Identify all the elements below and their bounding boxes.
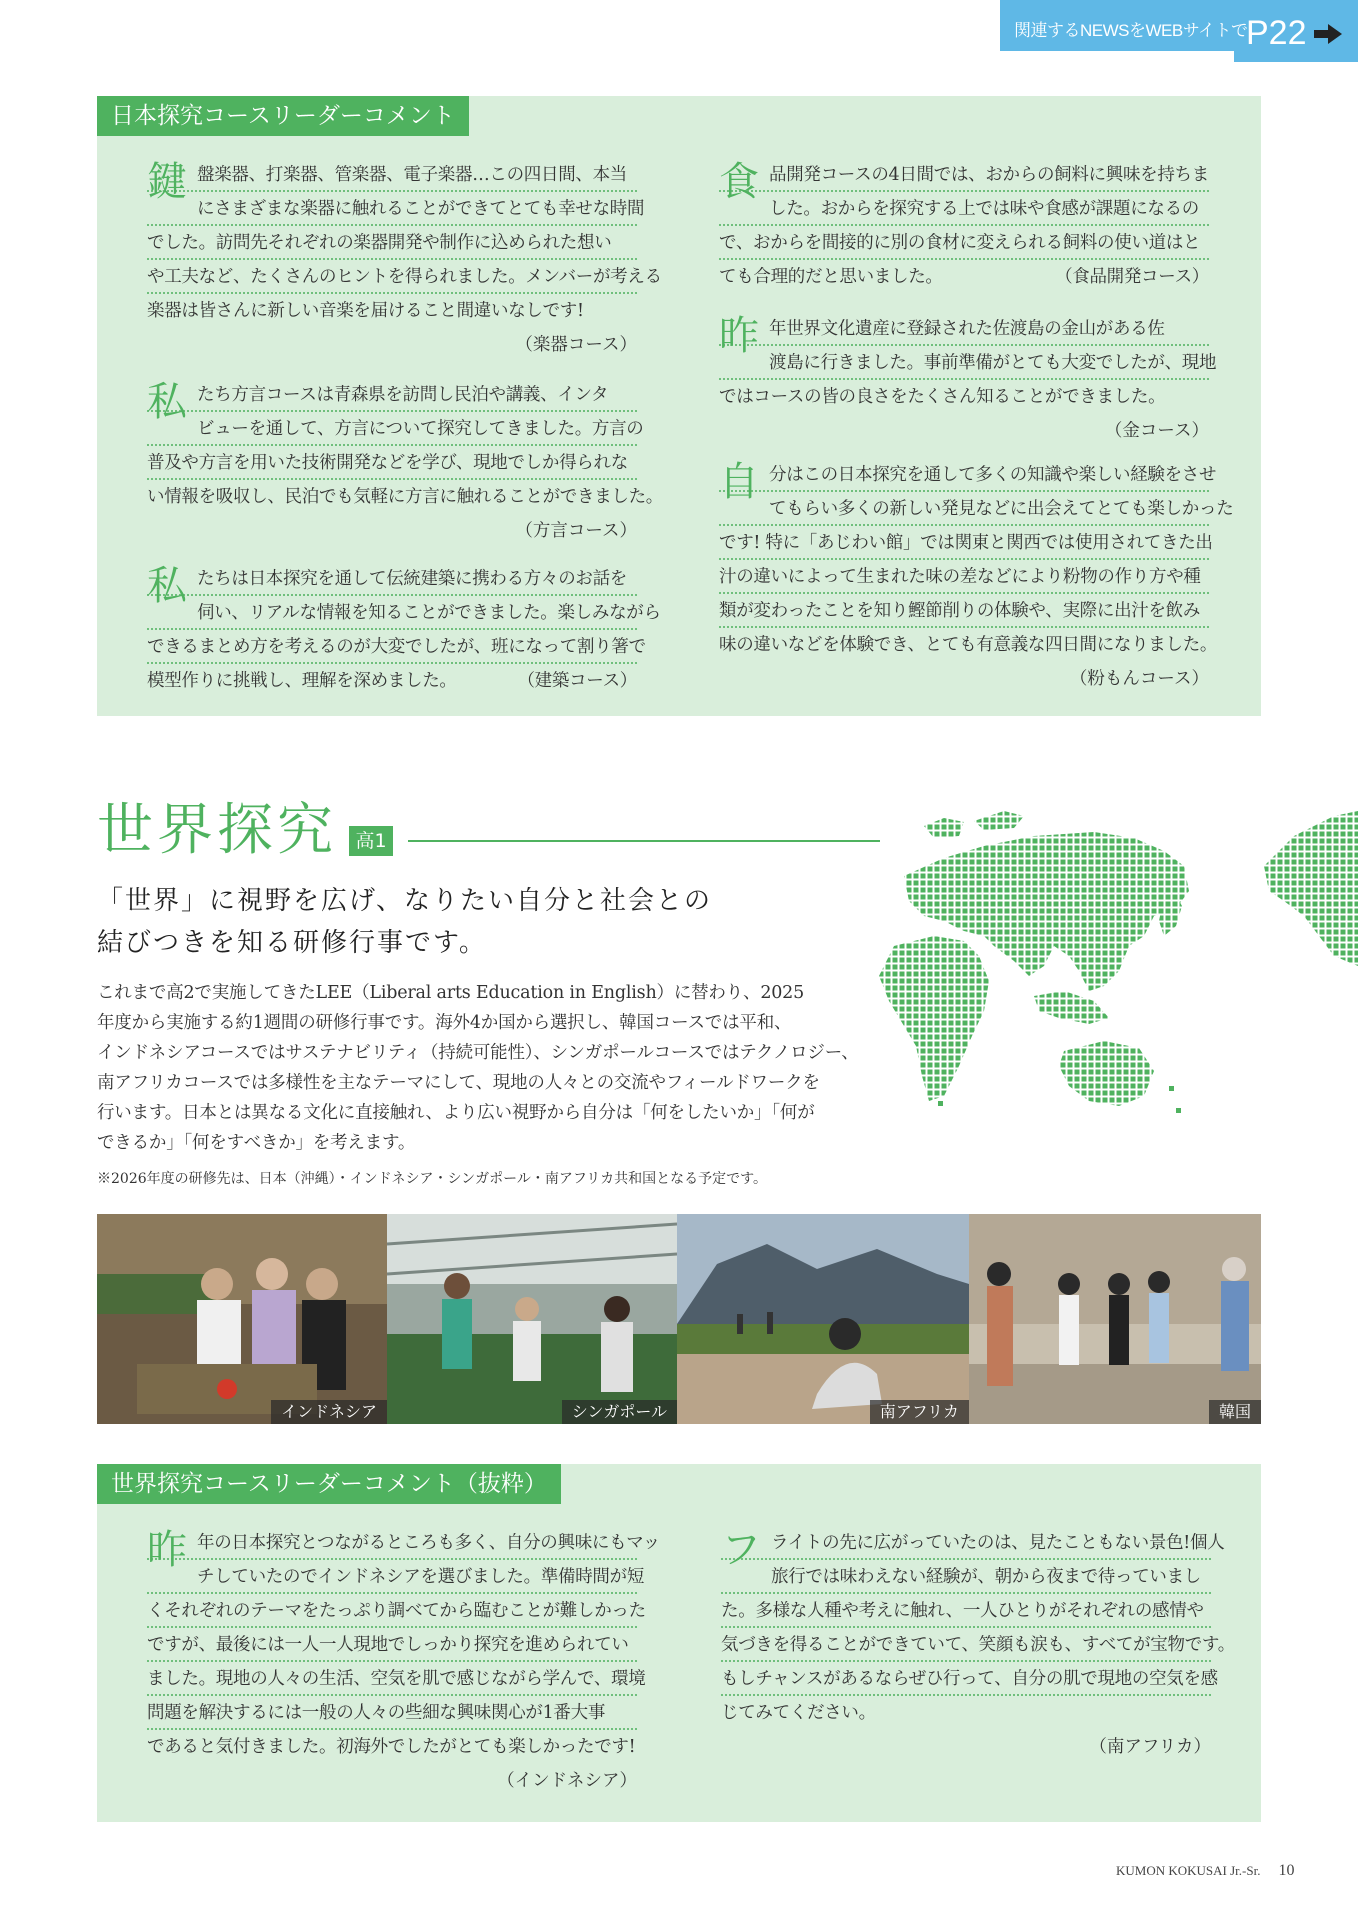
comment-kenchiku: [147, 562, 661, 698]
comment-line-text: 模型作りに挑戦し、理解を深めました。: [147, 671, 457, 691]
japan-panel-label: 日本探究コースリーダーコメント: [97, 96, 469, 136]
comment-line: できるまとめ方を考えるのが大変でしたが、班になって割り箸で: [147, 630, 637, 664]
comment-source: （方言コース）: [515, 521, 637, 541]
comment-line: にさまざまな楽器に触れることができてとても幸せな時間: [147, 192, 637, 226]
comment-line: 品開発コースの4日間では、おからの飼料に興味を持ちま: [719, 158, 1209, 192]
comment-line: チしていたのでインドネシアを選びました。準備時間が短: [147, 1560, 637, 1594]
comment-shokuhin: [719, 158, 1209, 294]
comment-line: で、おからを間接的に別の食材に変えられる飼料の使い道はと: [719, 226, 1209, 260]
comment-line: 盤楽器、打楽器、管楽器、電子楽器…この四日間、本当: [147, 158, 637, 192]
comment-line: 分はこの日本探究を通して多くの知識や楽しい経験をさせ: [719, 458, 1209, 492]
comment-line: ビューを通して、方言について探究してきました。方言の: [147, 412, 637, 446]
section-title: 世界探究: [97, 798, 337, 863]
comment-line: い情報を吸収し、民泊でも気軽に方言に触れることができました。: [147, 487, 663, 507]
photo-indonesia: [97, 1214, 387, 1424]
comment-source: （楽器コース）: [515, 335, 637, 355]
comment-source: （食品開発コース）: [1055, 267, 1209, 287]
comment-source: （建築コース）: [517, 671, 637, 691]
comment-line: 年の日本探究とつながるところも多く、自分の興味にもマッ: [147, 1526, 637, 1560]
drop-cap: 昨: [147, 1527, 187, 1573]
comment-line: [719, 260, 1209, 294]
comment-south-africa: [721, 1526, 1235, 1764]
body-line: これまで高2で実施してきたLEE（Liberal arts Education in English）に替わり、2025: [97, 983, 805, 1003]
photo-caption: シンガポール: [562, 1400, 677, 1424]
world-description: [97, 978, 859, 1158]
lead-text: [97, 880, 712, 964]
lead-line: 「世界」に視野を広げ、なりたい自分と社会との: [97, 886, 712, 916]
comment-line: であると気付きました。初海外でしたがとても楽しかったです!: [147, 1737, 636, 1757]
body-line: 南アフリカコースでは多様性を主なテーマにして、現地の人々との交流やフィールドワークを: [97, 1073, 820, 1093]
comment-line: や工夫など、たくさんのヒントを得られました。メンバーが考える: [147, 260, 637, 294]
comment-line: 普及や方言を用いた技術開発などを学び、現地でしか得られな: [147, 446, 637, 480]
comment-gakki: [147, 158, 662, 362]
footer-brand: KUMON KOKUSAI Jr.-Sr.: [1116, 1863, 1261, 1878]
comment-line: 類が変わったことを知り鰹節削りの体験や、実際に出汁を飲み: [719, 594, 1209, 628]
comment-line: 楽器は皆さんに新しい音楽を届けること間違いなしです!: [147, 301, 584, 321]
comment-line: 伺い、リアルな情報を知ることができました。楽しみながら: [147, 596, 637, 630]
comment-indonesia: [147, 1526, 660, 1798]
comment-kin: [719, 312, 1217, 448]
comment-line: した。おからを探究する上では味や食感が課題になるの: [719, 192, 1209, 226]
drop-cap: 私: [147, 379, 187, 425]
japan-comment-panel: [97, 96, 1261, 716]
body-line: できるか」「何をすべきか」を考えます。: [97, 1133, 416, 1153]
drop-cap: 食: [719, 159, 759, 205]
comment-source: （南アフリカ）: [1089, 1737, 1211, 1757]
comment-line-text: ても合理的だと思いました。: [719, 267, 943, 287]
comment-line: 旅行では味わえない経験が、朝から夜まで待っていまし: [721, 1560, 1211, 1594]
comment-line: ですが、最後には一人一人現地でしっかり探究を進められてい: [147, 1628, 637, 1662]
photo-caption: インドネシア: [271, 1400, 387, 1424]
world-comment-panel: [97, 1464, 1261, 1822]
comment-source: （金コース）: [1104, 421, 1209, 441]
web-news-text: 関連するNEWSをWEBサイトで!: [1014, 21, 1252, 40]
comment-line: もしチャンスがあるならぜひ行って、自分の肌で現地の空気を感: [721, 1662, 1211, 1696]
comment-line: 味の違いなどを体験でき、とても有意義な四日間になりました。: [719, 635, 1218, 655]
comment-konamon: [719, 458, 1234, 696]
comment-hogen: [147, 378, 663, 548]
comment-line: ました。現地の人々の生活、空気を肌で感じながら学んで、環境: [147, 1662, 637, 1696]
comment-line: くそれぞれのテーマをたっぷり調べてから臨むことが難しかった: [147, 1594, 637, 1628]
drop-cap: 自: [719, 459, 759, 505]
comment-line: [147, 664, 637, 698]
page-number: 10: [1278, 1862, 1295, 1879]
comment-line: 年世界文化遺産に登録された佐渡島の金山がある佐: [719, 312, 1209, 346]
grade-badge: 高1: [349, 826, 393, 856]
title-rule: [408, 840, 880, 842]
world-panel-label: 世界探究コースリーダーコメント（抜粋）: [97, 1464, 561, 1504]
comment-line: ではコースの皆の良さをたくさん知ることができました。: [719, 387, 1166, 407]
drop-cap: 昨: [719, 313, 759, 359]
photo-korea: [969, 1214, 1261, 1424]
comment-source: （インドネシア）: [497, 1771, 637, 1791]
comment-line: 汁の違いによって生まれた味の差などにより粉物の作り方や種: [719, 560, 1209, 594]
comment-line: てもらい多くの新しい発見などに出会えてとても楽しかった: [719, 492, 1209, 526]
drop-cap: 私: [147, 563, 187, 609]
destination-note: ※2026年度の研修先は、日本（沖縄）・インドネシア・シンガポール・南アフリカ共和国となる予定です。: [97, 1171, 768, 1187]
comment-line: 渡島に行きました。事前準備がとても大変でしたが、現地: [719, 346, 1209, 380]
arrow-right-icon: [1314, 24, 1342, 44]
body-line: インドネシアコースではサステナビリティ（持続可能性）、シンガポールコースではテクノロジー、: [97, 1043, 859, 1063]
photo-caption: 韓国: [1209, 1400, 1261, 1424]
comment-line: ライトの先に広がっていたのは、見たこともない景色!個人: [721, 1526, 1211, 1560]
comment-line: じてみてください。: [721, 1703, 876, 1723]
world-map-icon: [864, 796, 1358, 1156]
comment-line: た。多様な人種や考えに触れ、一人ひとりがそれぞれの感情や: [721, 1594, 1211, 1628]
body-line: 年度から実施する約1週間の研修行事です。海外4か国から選択し、韓国コースでは平和、: [97, 1013, 792, 1033]
lead-line: 結びつきを知る研修行事です。: [97, 928, 487, 958]
photo-caption: 南アフリカ: [870, 1400, 969, 1424]
web-news-page: P22: [1246, 14, 1307, 52]
photo-singapore: [387, 1214, 677, 1424]
body-line: 行います。日本とは異なる文化に直接触れ、より広い視野から自分は「何をしたいか」「何が: [97, 1103, 815, 1123]
comment-line: たちは日本探究を通して伝統建築に携わる方々のお話を: [147, 562, 637, 596]
comment-line: です! 特に「あじわい館」では関東と関西では使用されてきた出: [719, 526, 1209, 560]
comment-source: （粉もんコース）: [1069, 669, 1209, 689]
comment-line: 気づきを得ることができていて、笑顔も涙も、すべてが宝物です。: [721, 1628, 1211, 1662]
comment-line: たち方言コースは青森県を訪問し民泊や講義、インタ: [147, 378, 637, 412]
drop-cap: 鍵: [147, 159, 187, 205]
comment-line: 問題を解決するには一般の人々の些細な興味関心が1番大事: [147, 1696, 637, 1730]
comment-line: でした。訪問先それぞれの楽器開発や制作に込められた想い: [147, 226, 637, 260]
page-footer: [1116, 1862, 1294, 1880]
web-news-badge[interactable]: [1000, 0, 1358, 62]
photo-strip: [97, 1214, 1261, 1424]
photo-south-africa: [677, 1214, 969, 1424]
drop-cap: フ: [721, 1527, 761, 1573]
